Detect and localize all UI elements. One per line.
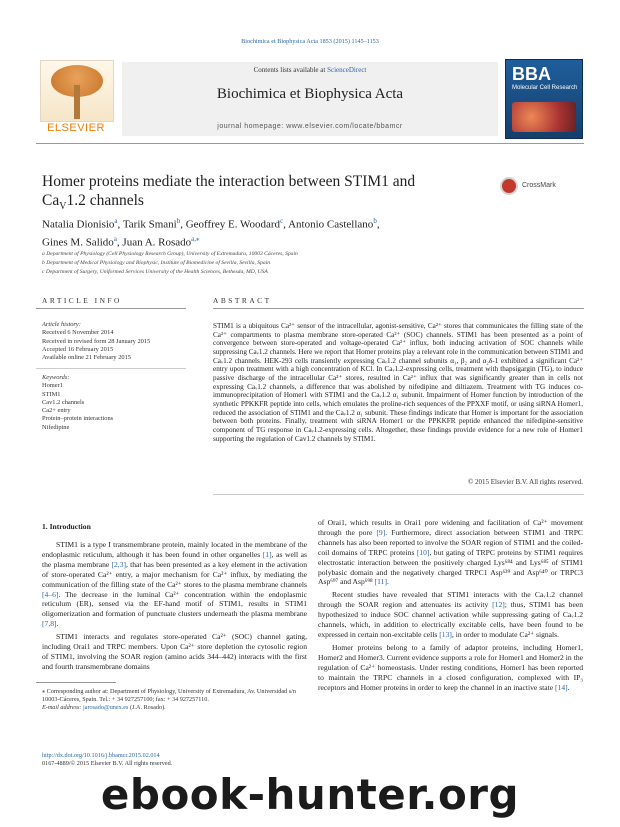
cover-title: BBA: [512, 64, 551, 84]
journal-title: Biochimica et Biophysica Acta: [216, 86, 404, 102]
affil-marker[interactable]: b: [176, 217, 181, 225]
affiliation-c: c Department of Surgery, Uniformed Services University of the Health Sciences, Bethesda, MD, USA: [42, 269, 268, 275]
crossmark-label: CrossMark: [522, 182, 556, 189]
history-item: Available online 21 February 2015: [42, 354, 131, 362]
corresponding-marker[interactable]: a,⁎: [191, 235, 200, 244]
title-cav-sub: V: [59, 201, 67, 213]
author-name[interactable]: , Geoffrey E. Woodard: [180, 218, 281, 231]
article-info-rule: [36, 308, 186, 309]
affiliation-b: b Department of Medical Physiology and Biophysic, Institute of Biomedicine of Sevilla, Sevilla, Spain: [42, 260, 271, 266]
author-name[interactable]: , Juan A. Rosado: [116, 236, 192, 249]
paragraph: STIM1 interacts and regulates store-operated Ca²⁺ (SOC) channel gating, including Orai1 and TRPC members. Upon Ca²⁺ store depletion the cytosolic region of STIM1, involving the SOAR region (amino acids 344–442) interacts with the first and fourth transmembrane domains: [42, 632, 307, 671]
keyword: Ca2+ entry: [42, 407, 71, 415]
journal-cover: [505, 59, 583, 139]
title-cav: Ca: [42, 192, 60, 209]
citation-link[interactable]: [12]: [492, 600, 505, 610]
keyword: Cav1.2 channels: [42, 398, 85, 406]
keywords: [42, 374, 192, 432]
elsevier-logo: [36, 60, 116, 136]
email-suffix: (J.A. Rosado).: [128, 704, 166, 711]
paragraph: Homer proteins belong to a family of adaptor proteins, including Homer1, Homer2 and Homer3. Current evidence supports a role for Homer1 and Homer2 in the regulation of Ca²⁺ homeostasis. Under resting conditions, Homer1 has been reported to maintain the TRPC channels in a closed configuration, complexed with IP₃ receptors and Homer proteins in order to keep the channel in an inactive state [14].: [318, 642, 583, 692]
citation-link[interactable]: [7,8]: [42, 619, 57, 629]
author-name[interactable]: , Tarik Smani: [117, 218, 177, 231]
citation-link[interactable]: [2,3]: [111, 559, 127, 569]
affil-marker[interactable]: b: [373, 217, 377, 225]
corresponding-footnote: [42, 688, 307, 712]
history-item: Received 6 November 2014: [42, 329, 114, 337]
citation-link[interactable]: [9]: [376, 527, 386, 537]
doi-block: [42, 752, 342, 768]
keyword: Homer1: [42, 382, 63, 390]
affil-marker[interactable]: c: [280, 217, 284, 225]
paragraph: of Orai1, which results in Orai1 pore widening and facilitation of Ca²⁺ movement through the pore [9]. Furthermore, direct association between STIM1 and TRPC channels has also been reported to involve the SOAR region of STIM1 and the coiled-coil domains of TRPC proteins [10], but gating of TRPC proteins by STIM1 requires electrostatic interaction between the positively charged Lys⁶⁸⁴ and Lys⁶⁸⁵ of STIM1 polybasic domain and the negatively charged TRPC1 Asp⁶³⁹ and Asp⁶⁴⁰ or TRPC3 Asp⁶⁹⁷ and Asp⁶⁹⁸ [11].: [318, 518, 583, 587]
abstract-rule: [213, 308, 584, 309]
author-list: Natalia Dionisio$^a$, Tarik Smani$^b$, Geoffrey E. Woodard$^c$, Antonio Castellano$^b$, Gines M. Salido$^a$, Juan A. Rosado$^{a,⁎}$: [42, 217, 380, 249]
citation-link[interactable]: [4–6]: [42, 589, 59, 599]
journal-homepage[interactable]: journal homepage: www.elsevier.com/locate/bbamcr: [217, 123, 403, 130]
crossmark-icon: [500, 177, 518, 195]
email-line: [42, 704, 307, 712]
author-name[interactable]: , Antonio Castellano: [283, 218, 374, 231]
sciencedirect-link[interactable]: ScienceDirect: [327, 66, 367, 74]
title-line-1: Homer proteins mediate the interaction between STIM1 and: [42, 173, 416, 190]
paragraph: Recent studies have revealed that STIM1 interacts with the Caᵥ1.2 channel through the SOAR region and attenuates its activity [12]; thus, STIM1 has been hypothesized to induce SOC channel activation while suppressing gating of Caᵥ1.2 channels, which, in addition to electrically excitable cells, have been found to be expressed in certain non-excitable cells [13], in order to modulate Ca²⁺ signals.: [318, 590, 583, 639]
elsevier-logo-text: ELSEVIER: [47, 122, 105, 134]
keyword: Protein–protein interactions: [42, 415, 114, 423]
issn-line: 0167-4889/© 2015 Elsevier B.V. All rights reserved.: [42, 760, 173, 767]
author-name[interactable]: Gines M. Salido: [42, 236, 114, 249]
citation-link[interactable]: [1]: [262, 549, 272, 559]
history-item: Received in revised form 28 January 2015: [42, 337, 151, 345]
citation-link[interactable]: [11]: [374, 577, 387, 587]
title-line-2: 1.2 channels: [66, 192, 144, 209]
author-name[interactable]: Natalia Dionisio: [42, 218, 115, 231]
keyword: Nifedipine: [42, 423, 70, 431]
corresponding-author: ⁎ Corresponding author at: Department of Physiology, University of Extremadura, Av. Universidad s/n 10003-Cáceres, Spain. Tel.: + 34 927257100; fax: + 34 927257110.: [42, 688, 296, 703]
affil-marker[interactable]: a: [113, 235, 117, 244]
info-divider: [36, 368, 186, 369]
cover-image: [512, 102, 576, 132]
paper-title: [42, 172, 462, 216]
doi-link[interactable]: http://dx.doi.org/10.1016/j.bbamcr.2015.02.014: [42, 752, 160, 759]
keyword: STIM1: [42, 390, 61, 398]
paragraph: STIM1 is a type I transmembrane protein, mainly located in the membrane of the endoplasmic reticulum, although it has been found in other organelles [1], as well as the plasma membrane [2,3], that has been presented as a key element in the activation of store-operated Ca²⁺ entry, a major mechanism for Ca²⁺ influx, by mediating the communication of the filling state of the Ca²⁺ stores to the plasma membrane channels [4–6]. The decrease in the luminal Ca²⁺ concentration within the endoplasmic reticulum (ER), sensed via the EF-hand motif of STIM1, results in STIM1 oligomerization and formation of punctuate clusters underneath the plasma membrane [7,8].: [42, 540, 307, 629]
header-divider: [36, 143, 584, 144]
abstract-copyright: © 2015 Elsevier B.V. All rights reserved.: [467, 478, 583, 486]
history-label: Article history:: [42, 321, 81, 328]
body-right-column: [318, 518, 583, 695]
journal-citation[interactable]: Biochimica et Biophysica Acta 1853 (2015) 1145–1153: [241, 38, 379, 45]
contents-line: [122, 66, 498, 74]
history-item: Accepted 16 February 2015: [42, 345, 114, 353]
article-history: [42, 321, 192, 362]
abstract-heading: ABSTRACT: [213, 296, 272, 305]
citation-link[interactable]: [13]: [439, 629, 452, 639]
keywords-label: Keywords:: [42, 374, 70, 381]
watermark: ebook-hunter.org: [100, 770, 520, 819]
affil-marker[interactable]: a: [114, 217, 118, 225]
email-label: E-mail address:: [42, 704, 84, 711]
cover-subtitle: Molecular Cell Research: [512, 85, 578, 91]
email-link[interactable]: jarosado@unex.es: [83, 704, 129, 711]
citation-link[interactable]: [14]: [555, 682, 568, 692]
affiliation-a: a Department of Physiology (Cell Physiology Research Group), University of Extremadura, 10003 Cáceres, Spain: [42, 251, 298, 257]
section-heading-introduction: 1. Introduction: [42, 522, 91, 531]
elsevier-tree-icon: [40, 60, 114, 122]
body-left-column: [42, 540, 307, 675]
citation-link[interactable]: [10]: [416, 547, 430, 557]
crossmark-badge[interactable]: [500, 177, 590, 197]
abstract-text: STIM1 is a ubiquitous Ca²⁺ sensor of the intracellular, agonist-sensitive, Ca²⁺ stores that communicates the filling state of the Ca²⁺ compartments to plasma membrane store-operated Ca²⁺ (SOC) channels. STIM1 has been presented as a point of convergence between store-operated and voltage-operated Ca²⁺ influx, both inducing activation of SOC channels while suppressing Caᵥ1.2 channels. Here we report that Homer proteins play a relevant role in the communication between STIM1 and Caᵥ1.2 channels. HEK-293 cells transiently expressing Caᵥ1.2 channel subunits α₁, β₂ and α₂δ-1 exhibited a significant Ca²⁺ entry upon treatment with a high concentration of KCl. In Caᵥ1.2-expressing cells, treatment with thapsigargin (TG), to induce passive discharge of the intracellular Ca²⁺ stores, resulted in Ca²⁺ influx that was significantly greater than in cells not expressing Caᵥ1.2 channels, a difference that was abolished by nifedipine and diltiazem. Treatment with TG induces co-immunoprecipitation of Homer1 with STIM1 and the Caᵥ1.2 α₁ subunit. Impairment of Homer function by introduction of the synthetic PPKKFR peptide into cells, which emulates the proline-rich sequences of the PPXXF motif, or using siRNA Homer1, reduced the association of STIM1 and the Caᵥ1.2 α₁ subunit. These findings indicate that Homer is important for the association between both proteins. Finally, treatment with siRNA Homer1 or the PPKKFR peptide enhanced the nifedipine-sensitive component of TG response in Caᵥ1.2-expressing cells. Altogether, these findings provide evidence for a new role of Homer1 supporting the regulation of Cav1.2 channels by STIM1.: [213, 322, 583, 443]
footnote-rule: [36, 682, 116, 683]
contents-prefix: Contents lists available at: [253, 66, 328, 74]
abstract-bottom-rule: [213, 494, 584, 495]
article-info-heading: ARTICLE INFO: [42, 296, 122, 305]
